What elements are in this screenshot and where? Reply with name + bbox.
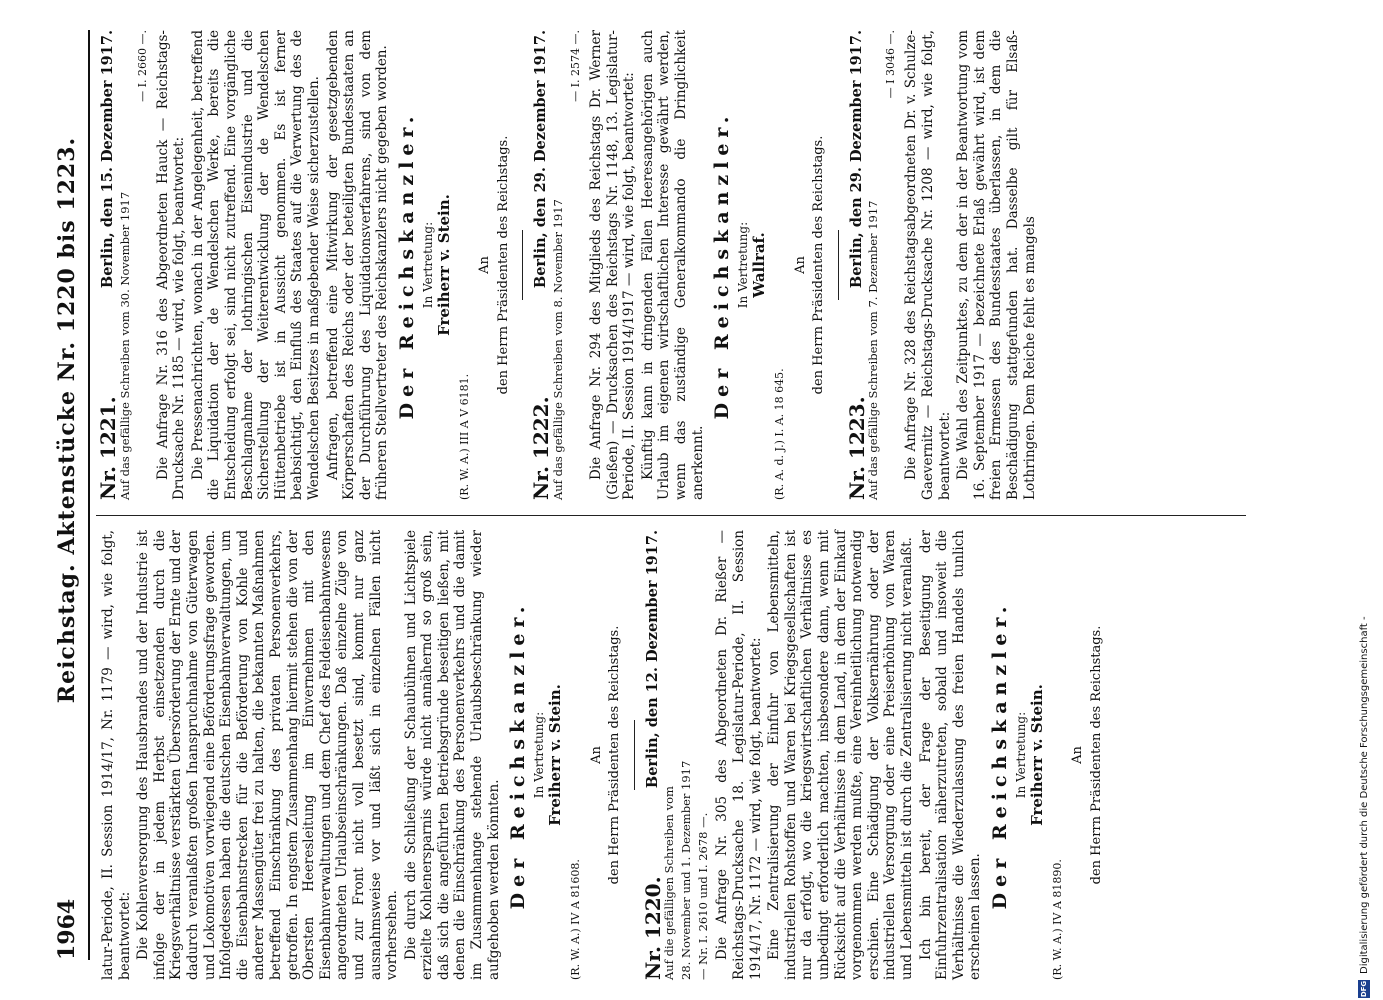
paragraph: Anfragen, betreffend eine Mitwirkung der gesetzgebenden Körperschaften des Reichs oder der beteiligten Bundesstaaten an der Durchführung des Liquidationsverfahrens, sind von dem früheren Stellvertreter des Reichskanzlers nicht gegeben worden.	[324, 30, 391, 500]
signature-deputy-label: In Vertretung:	[735, 221, 750, 309]
signature-block	[988, 530, 1047, 980]
page-number: 1964	[54, 898, 80, 960]
signature-title: Der Reichskanzler.	[988, 600, 1011, 910]
left-column	[100, 530, 1111, 980]
addressee-prefix: An	[792, 256, 808, 274]
signature-name: Freiherr v. Stein.	[435, 194, 454, 336]
signature-block	[711, 30, 769, 500]
document-1223	[844, 30, 1038, 500]
file-reference: (R. W. A.) III A V 6181.	[457, 373, 471, 500]
page-title: Reichstag. Aktenstücke Nr. 1220 bis 1223.	[54, 136, 80, 704]
dateline: Berlin, den 15. Dezember 1917.	[99, 30, 116, 289]
paragraph: Die Anfrage Nr. 316 des Abgeordneten Hauck — Reichstags-Drucksache Nr. 1185 — wird, wie folgt, beantwortet:	[154, 30, 188, 500]
reference-line: — I. 2574 —.	[569, 30, 583, 102]
file-reference: (R. W. A.) IV A 81608.	[569, 859, 583, 980]
paragraph: Die Kohlenversorgung des Hausbrandes und der Industrie ist infolge der in jedem Herbst einsetzenden durch die Kriegsverhältnisse verstärkten Übersörderung der Ernte und der dadurch veranlaßten großen Inanspruchnahme von Güterwagen und Lokomotiven vorwiegend eine Beförderungsfrage geworden. Infolgedessen haben die deutschen Eisenbahnverwaltungen, um die Eisenbahnstrecken für die Beförderung von Kohle und anderer Massengüter frei zu halten, die bekannten Maßnahmen betreffend Einschränkung des privaten Personenverkehrs, getroffen. In engstem Zusammenhang hiermit stehen die von der Obersten Heeresleitung im Einvernehmen mit den Eisenbahnverwaltungen und dem Chef des Feldeisenbahnwesens angeordneten Urlaubseinschränkungen. Daß einzelne Züge von und zur Front nicht voll besetzt sind, kommt nur ganz ausnahmsweise vor und läßt sich in einzelnen Fällen nicht vorhersehen.	[135, 530, 401, 980]
reference-line: Auf das gefällige Schreiben vom 30. November 1917	[117, 191, 132, 500]
column-divider	[96, 515, 1246, 516]
document-number: Nr. 1221.	[96, 396, 120, 500]
addressee: den Herrn Präsidenten des Reichstags.	[495, 135, 511, 395]
signature-name: Wallraf.	[750, 232, 769, 298]
file-reference: (R. A. d. J.) I. A. 18 645.	[773, 368, 786, 500]
signature-deputy-label: In Vertretung:	[531, 711, 546, 799]
paragraph: Ich bin bereit, der Frage der Beseitigung der Einfuhrzentralisation näherzutreten, sobald und insoweit die Verhältnisse die Wiederzulassung des freien Handels tunlich erscheinen lassen.	[917, 530, 984, 980]
separator	[634, 720, 635, 790]
paragraph: Künftig kann in dringenden Fällen Heeresangehörigen auch Urlaub im eigenen wirtschaftlichen Interesse gewährt werden, wenn das zuständige Generalkommando die Dringlichkeit anerkennt.	[639, 30, 706, 500]
document-heading	[640, 530, 665, 980]
reference-line: Auf das gefällige Schreiben vom 8. November 1917	[551, 199, 566, 500]
addressee-prefix: An	[477, 256, 493, 274]
document-1222	[529, 30, 838, 500]
footer-credit	[1356, 0, 1374, 1000]
document-heading	[844, 30, 869, 500]
paragraph: Eine Zentralisierung der Einfuhr von Lebensmitteln, industriellen Rohstoffen und Waren bei Kriegsgesellschaften ist nur da erfolgt, wo die kriegswirtschaftlichen Verhältnisse es unbedingt erforderlich machten, insbesondere dann, wenn mit Rücksicht auf die Verhältnisse in dem Land, in dem der Einkauf vorgenommen werden mußte, eine Vereinheitlichung notwendig erschien. Eine Schädigung der Volksernährung oder der industriellen Versorgung oder eine Preiserhöhung von Waren und Lebensmitteln ist durch die Zentralisierung nicht veranlaßt.	[766, 530, 915, 980]
signature-title: Der Reichskanzler.	[395, 110, 418, 420]
dateline: Berlin, den 12. Dezember 1917.	[643, 530, 661, 789]
document-number: Nr. 1220.	[640, 876, 665, 980]
page-header	[48, 30, 90, 960]
signature-title: Der Reichskanzler.	[711, 110, 734, 420]
paragraph: latur-Periode, II. Session 1914/17, Nr. 1179 — wird, wie folgt, beantwortet:	[100, 530, 133, 980]
separator	[522, 230, 523, 300]
paragraph: Die Pressenachrichten, wonach in der Angelegenheit, betreffend die Liquidation der de Wendelschen Werke, bereits die Entscheidung erfolgt sei, sind nicht zutreffend. Eine vorgängliche Beschlagnahme der lothringischen Eisenindustrie und die Sicherstellung der Weiterentwicklung der de Wendelschen Hüttenbetriebe ist in Aussicht genommen. Es ist ferner beabsichtigt, den Einfluß des Staates auf die Verwertung des de Wendelschen Besitzes in maßgebender Weise sicherzustellen.	[189, 30, 322, 500]
document-1219-continuation	[100, 530, 635, 980]
paragraph: Die Wahl des Zeitpunktes, zu dem der in der Beantwortung vom 16. September 1917 — bezeichnete Erlaß gewährt wird, ist dem freien Ermessen des Bundesstaates überlassen, in dem die Beschädigung stattgefunden hat. Dasselbe gilt für Elsaß-Lothringen. Dem Reiche fehlt es mangels	[955, 30, 1038, 500]
reference-line: — I 3046 —.	[884, 30, 898, 99]
signature-block	[507, 530, 565, 980]
document-number: Nr. 1223.	[844, 396, 869, 500]
signature-title: Der Reichskanzler.	[507, 600, 530, 910]
dateline: Berlin, den 29. Dezember 1917.	[847, 30, 865, 289]
addressee-prefix: An	[588, 746, 604, 764]
document-heading	[529, 30, 554, 500]
signature-deputy-label: In Vertretung:	[1013, 711, 1028, 799]
addressee-prefix: An	[1070, 746, 1086, 764]
dateline: Berlin, den 29. Dezember 1917.	[532, 30, 550, 289]
reference-line: 28. November und 1. Dezember 1917	[679, 760, 694, 980]
addressee: den Herrn Präsidenten des Reichstags.	[607, 625, 623, 885]
right-column	[96, 30, 1044, 500]
reference-line: — I. 2660 —.	[135, 30, 149, 102]
document-1221	[96, 30, 523, 500]
file-reference: (R. W. A.) IV A 81890.	[1050, 859, 1064, 980]
document-heading	[96, 30, 120, 500]
signature-deputy-label: In Vertretung:	[420, 221, 435, 309]
paragraph: Die Anfrage Nr. 305 des Abgeordneten Dr. Rießer — Reichstags-Drucksache 18. Legislatur-Periode, II. Session 1914/17, Nr. 1172 — wird, wie folgt, beantwortet:	[714, 530, 764, 980]
dfg-logo: DFG	[1360, 980, 1368, 998]
signature-name: Freiherr v. Stein.	[1028, 684, 1047, 826]
footer-text: Digitalisierung gefördert durch die Deutsche Forschungsgemeinschaft -	[1359, 616, 1370, 974]
reference-line: — Nr. I. 2610 und I. 2678 —.	[696, 812, 711, 980]
paragraph: Die durch die Schließung der Schaubühnen und Lichtspiele erzielte Kohlenersparnis würde nicht annähernd so groß sein, daß sich die angeführten Betriebsgründe beseitigen ließen, mit denen die Einschränkung des Personenverkehrs und die damit im Zusammenhange stehende Urlaubsbeschränkung wieder aufgehoben werden könnten.	[402, 530, 502, 980]
addressee: den Herrn Präsidenten des Reichstags.	[1088, 625, 1104, 885]
document-1220	[640, 530, 1106, 980]
addressee: den Herrn Präsidenten des Reichstags.	[811, 135, 827, 395]
signature-block	[395, 30, 454, 500]
reference-line: Auf das gefällige Schreiben vom 7. Dezember 1917	[866, 200, 881, 500]
document-number: Nr. 1222.	[529, 396, 554, 500]
paragraph: Die Anfrage Nr. 294 des Mitglieds des Reichstags Dr. Werner (Gießen) — Drucksachen des Reichstags Nr. 1148, 13. Legislatur-Periode, II. Session 1914/1917 — wird, wie folgt, beantwortet:	[588, 30, 638, 500]
separator	[838, 230, 839, 300]
signature-name: Freiherr v. Stein.	[546, 684, 565, 826]
paragraph: Die Anfrage Nr. 328 des Reichstagsabgeordneten Dr. v. Schulze-Gaevernitz — Reichstags-Drucksache Nr. 1208 — wird, wie folgt, beantwortet:	[903, 30, 953, 500]
reference-line: Auf die gefälligen Schreiben vom	[662, 786, 677, 980]
